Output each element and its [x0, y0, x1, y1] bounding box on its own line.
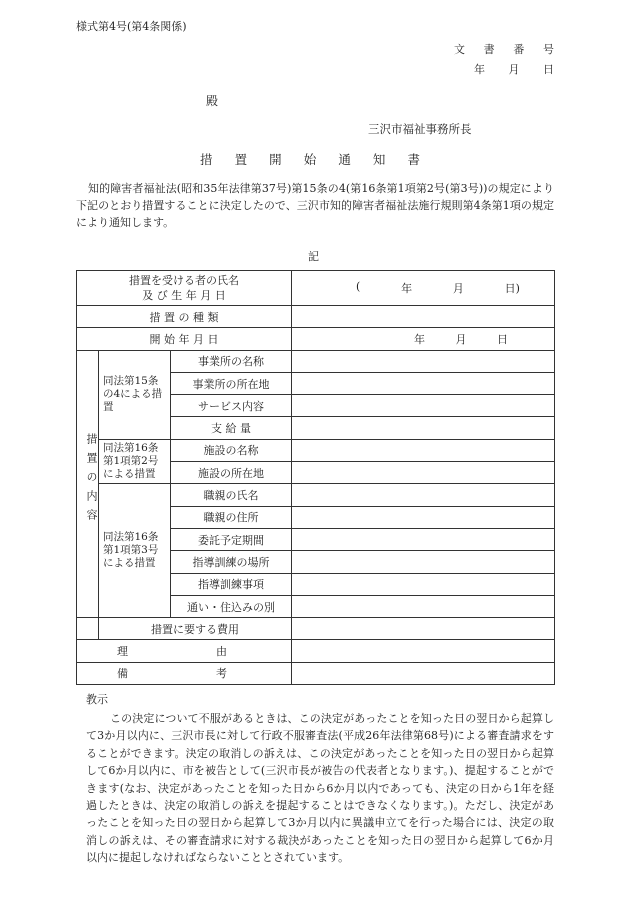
row-value	[292, 573, 555, 595]
row-value	[292, 350, 555, 372]
date-char: 月	[508, 63, 520, 76]
title-char: 知	[372, 152, 386, 167]
row-label: 施設の所在地	[171, 462, 292, 484]
name-birth-value: ( 年 月 日)	[292, 271, 555, 306]
remarks-label: 備 考	[77, 662, 292, 684]
document-number-block	[454, 40, 554, 80]
table-row	[77, 484, 555, 506]
table-row	[77, 640, 555, 662]
document-number-label	[454, 40, 554, 60]
doc-num-char: 文	[454, 43, 465, 56]
row-value	[292, 372, 555, 394]
table-row	[77, 306, 555, 328]
name-birth-label: 措置を受ける者の氏名 及 び 生 年 月 日	[77, 271, 292, 306]
instruction-text: この決定について不服があるときは、この決定があったことを知った日の翌日から起算して3か月以内に、三沢市長に対して行政不服審査法(平成26年法律第68号)による審査請求をすることができます。決定の取消しの訴えは、この決定があったことを知った日の翌日から起算して6か月以内に、市を被告として(三沢市長が被告の代表者となります。)、提起することができます(なお、決定があったことを知った日から6か月以内であっても、決定の日から1年を経過したときは、決定の取消しの訴えを提起することはできなくなります。)。ただし、決定があったことを知った日の翌日から起算して3か月以内に異議申立てを行った場合には、決定の取消しの訴えは、その審査請求に対する裁決があったことを知った日の翌日から起算して6か月以内に提起しなければならないこととされています。	[86, 712, 554, 865]
doc-num-char: 号	[542, 43, 554, 56]
title-char: 置	[234, 152, 248, 167]
group-16-2-label: 同法第16条第1項第2号による措置	[99, 439, 171, 484]
table-row	[77, 271, 555, 306]
measure-table	[76, 270, 555, 685]
start-date-label: 開 始 年 月 日	[77, 328, 292, 350]
row-label: 通い・住込みの別	[171, 595, 292, 617]
row-label: 施設の名称	[171, 439, 292, 461]
row-label: 指導訓練の場所	[171, 551, 292, 573]
start-date-value: 年 月 日	[292, 328, 555, 350]
reason-value	[292, 640, 555, 662]
row-label: 職親の住所	[171, 506, 292, 528]
row-value	[292, 439, 555, 461]
cost-label: 措置に要する費用	[99, 618, 292, 640]
row-value	[292, 551, 555, 573]
group-15-4-label: 同法第15条の4による措置	[99, 350, 171, 439]
table-row	[77, 350, 555, 372]
ki-marker: 記	[308, 250, 319, 263]
row-value	[292, 462, 555, 484]
title-char: 開	[269, 152, 282, 167]
row-label: 支 給 量	[171, 417, 292, 439]
table-row	[77, 439, 555, 461]
title-char: 措	[200, 152, 213, 167]
cost-value	[292, 618, 555, 640]
row-value	[292, 528, 555, 550]
row-value	[292, 395, 555, 417]
document-date-label	[474, 60, 554, 80]
date-char: 年	[474, 63, 485, 76]
row-label: 職親の氏名	[171, 484, 292, 506]
row-value	[292, 417, 555, 439]
doc-num-char: 書	[483, 43, 495, 56]
issuer-name: 三沢市福祉事務所長	[368, 122, 472, 136]
row-label: 指導訓練事項	[171, 573, 292, 595]
row-value	[292, 484, 555, 506]
form-number: 様式第4号(第4条関係)	[76, 20, 187, 33]
row-label: 委託予定期間	[171, 528, 292, 550]
notice-body: 知的障害者福祉法(昭和35年法律第37号)第15条の4(第16条第1項第2号(第3号))の規定により下記のとおり措置することに決定したので、三沢市知的障害者福祉法施行規則第4条第1項の規定により通知します。	[76, 182, 554, 229]
doc-num-char: 番	[513, 43, 525, 56]
measure-type-value	[292, 306, 555, 328]
addressee-honorific: 殿	[206, 94, 219, 108]
table-row	[77, 662, 555, 684]
measure-type-label: 措 置 の 種 類	[77, 306, 292, 328]
row-label: 事業所の所在地	[171, 372, 292, 394]
group-16-3-label: 同法第16条第1項第3号による措置	[99, 484, 171, 618]
table-row	[77, 328, 555, 350]
title-char: 通	[338, 152, 351, 167]
remarks-value	[292, 662, 555, 684]
reason-label: 理 由	[77, 640, 292, 662]
row-label: 事業所の名称	[171, 350, 292, 372]
instruction-heading: 教示	[86, 693, 108, 706]
measure-content-label: 措置の内容	[77, 350, 99, 618]
document-title	[200, 150, 420, 168]
date-char: 日	[543, 63, 554, 76]
row-value	[292, 595, 555, 617]
title-char: 書	[407, 152, 420, 167]
title-char: 始	[303, 152, 317, 167]
table-row	[77, 618, 555, 640]
row-value	[292, 506, 555, 528]
row-label: サービス内容	[171, 395, 292, 417]
